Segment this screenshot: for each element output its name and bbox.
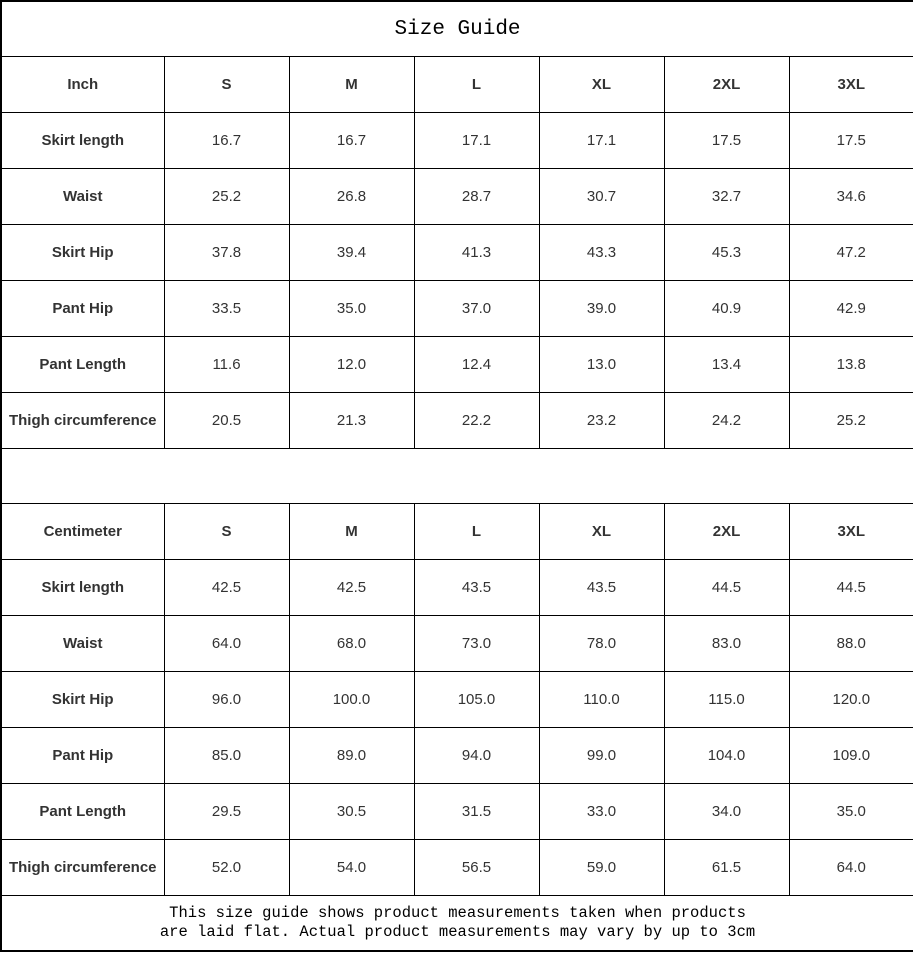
spacer-section bbox=[1, 449, 913, 504]
measurement-value: 17.5 bbox=[664, 113, 789, 169]
measurement-value: 13.8 bbox=[789, 337, 913, 393]
size-column-header-xl: XL bbox=[539, 504, 664, 560]
measurement-row-label: Thigh circumference bbox=[1, 393, 164, 449]
size-column-header-2xl: 2XL bbox=[664, 504, 789, 560]
inch-table-section bbox=[1, 57, 913, 113]
measurement-value: 59.0 bbox=[539, 840, 664, 896]
measurement-row-label: Waist bbox=[1, 616, 164, 672]
measurement-row-label: Skirt Hip bbox=[1, 225, 164, 281]
measurement-value: 89.0 bbox=[289, 728, 414, 784]
measurement-value: 31.5 bbox=[414, 784, 539, 840]
measurement-value: 85.0 bbox=[164, 728, 289, 784]
size-column-header-l: L bbox=[414, 504, 539, 560]
size-column-header-2xl: 2XL bbox=[664, 57, 789, 113]
measurement-value: 12.4 bbox=[414, 337, 539, 393]
measurement-row bbox=[1, 393, 913, 449]
measurement-value: 37.0 bbox=[414, 281, 539, 337]
measurement-value: 41.3 bbox=[414, 225, 539, 281]
measurement-value: 34.6 bbox=[789, 169, 913, 225]
measurement-value: 44.5 bbox=[664, 560, 789, 616]
size-column-header-m: M bbox=[289, 504, 414, 560]
measurement-value: 42.9 bbox=[789, 281, 913, 337]
measurement-value: 28.7 bbox=[414, 169, 539, 225]
measurement-value: 52.0 bbox=[164, 840, 289, 896]
size-column-header-3xl: 3XL bbox=[789, 504, 913, 560]
size-column-header-l: L bbox=[414, 57, 539, 113]
inch-header-row bbox=[1, 57, 913, 113]
measurement-value: 47.2 bbox=[789, 225, 913, 281]
measurement-value: 12.0 bbox=[289, 337, 414, 393]
measurement-value: 64.0 bbox=[789, 840, 913, 896]
footer-note-line-1: This size guide shows product measurements taken when products bbox=[169, 904, 746, 922]
measurement-row bbox=[1, 728, 913, 784]
measurement-value: 16.7 bbox=[164, 113, 289, 169]
measurement-value: 120.0 bbox=[789, 672, 913, 728]
measurement-value: 88.0 bbox=[789, 616, 913, 672]
measurement-value: 17.1 bbox=[414, 113, 539, 169]
size-column-header-xl: XL bbox=[539, 57, 664, 113]
measurement-row-label: Pant Length bbox=[1, 337, 164, 393]
measurement-row-label: Skirt Hip bbox=[1, 672, 164, 728]
measurement-value: 22.2 bbox=[414, 393, 539, 449]
measurement-value: 24.2 bbox=[664, 393, 789, 449]
measurement-value: 17.5 bbox=[789, 113, 913, 169]
measurement-row bbox=[1, 225, 913, 281]
measurement-value: 20.5 bbox=[164, 393, 289, 449]
measurement-row bbox=[1, 113, 913, 169]
measurement-row bbox=[1, 672, 913, 728]
measurement-value: 30.5 bbox=[289, 784, 414, 840]
measurement-value: 68.0 bbox=[289, 616, 414, 672]
measurement-value: 43.5 bbox=[539, 560, 664, 616]
measurement-value: 109.0 bbox=[789, 728, 913, 784]
measurement-value: 13.4 bbox=[664, 337, 789, 393]
measurement-value: 42.5 bbox=[164, 560, 289, 616]
measurement-value: 44.5 bbox=[789, 560, 913, 616]
measurement-row bbox=[1, 169, 913, 225]
measurement-value: 105.0 bbox=[414, 672, 539, 728]
measurement-value: 115.0 bbox=[664, 672, 789, 728]
footer-note-line-2: are laid flat. Actual product measurements may vary by up to 3cm bbox=[159, 923, 756, 941]
measurement-value: 78.0 bbox=[539, 616, 664, 672]
centimeter-table-section bbox=[1, 504, 913, 560]
measurement-row-label: Skirt length bbox=[1, 560, 164, 616]
measurement-value: 94.0 bbox=[414, 728, 539, 784]
measurement-value: 37.8 bbox=[164, 225, 289, 281]
measurement-row bbox=[1, 840, 913, 896]
measurement-value: 25.2 bbox=[164, 169, 289, 225]
title-row bbox=[1, 1, 913, 57]
measurement-value: 43.5 bbox=[414, 560, 539, 616]
measurement-value: 26.8 bbox=[289, 169, 414, 225]
measurement-value: 17.1 bbox=[539, 113, 664, 169]
measurement-value: 56.5 bbox=[414, 840, 539, 896]
measurement-row-label: Pant Length bbox=[1, 784, 164, 840]
measurement-value: 39.0 bbox=[539, 281, 664, 337]
measurement-row bbox=[1, 337, 913, 393]
measurement-value: 100.0 bbox=[289, 672, 414, 728]
inch-table-body bbox=[1, 113, 913, 449]
size-column-header-s: S bbox=[164, 57, 289, 113]
footer-section bbox=[1, 896, 913, 952]
table-spacer-row bbox=[1, 449, 913, 504]
measurement-value: 23.2 bbox=[539, 393, 664, 449]
unit-header-inch: Inch bbox=[1, 57, 164, 113]
measurement-value: 110.0 bbox=[539, 672, 664, 728]
measurement-value: 35.0 bbox=[289, 281, 414, 337]
measurement-value: 99.0 bbox=[539, 728, 664, 784]
measurement-value: 39.4 bbox=[289, 225, 414, 281]
size-column-header-m: M bbox=[289, 57, 414, 113]
measurement-row bbox=[1, 281, 913, 337]
measurement-value: 30.7 bbox=[539, 169, 664, 225]
measurement-value: 104.0 bbox=[664, 728, 789, 784]
unit-header-centimeter: Centimeter bbox=[1, 504, 164, 560]
measurement-value: 32.7 bbox=[664, 169, 789, 225]
measurement-value: 13.0 bbox=[539, 337, 664, 393]
measurement-value: 33.5 bbox=[164, 281, 289, 337]
measurement-value: 64.0 bbox=[164, 616, 289, 672]
measurement-value: 45.3 bbox=[664, 225, 789, 281]
measurement-row-label: Waist bbox=[1, 169, 164, 225]
page-title: Size Guide bbox=[1, 1, 913, 57]
measurement-value: 83.0 bbox=[664, 616, 789, 672]
measurement-row-label: Skirt length bbox=[1, 113, 164, 169]
measurement-value: 11.6 bbox=[164, 337, 289, 393]
table-spacer bbox=[1, 449, 913, 504]
footer-note bbox=[1, 896, 913, 952]
measurement-value: 33.0 bbox=[539, 784, 664, 840]
size-column-header-3xl: 3XL bbox=[789, 57, 913, 113]
measurement-value: 73.0 bbox=[414, 616, 539, 672]
measurement-value: 29.5 bbox=[164, 784, 289, 840]
measurement-value: 61.5 bbox=[664, 840, 789, 896]
size-column-header-s: S bbox=[164, 504, 289, 560]
measurement-value: 16.7 bbox=[289, 113, 414, 169]
footer-row bbox=[1, 896, 913, 952]
measurement-value: 40.9 bbox=[664, 281, 789, 337]
measurement-value: 35.0 bbox=[789, 784, 913, 840]
measurement-value: 42.5 bbox=[289, 560, 414, 616]
measurement-value: 34.0 bbox=[664, 784, 789, 840]
measurement-value: 43.3 bbox=[539, 225, 664, 281]
measurement-row bbox=[1, 616, 913, 672]
measurement-row bbox=[1, 560, 913, 616]
centimeter-table-body bbox=[1, 560, 913, 896]
measurement-row bbox=[1, 784, 913, 840]
measurement-row-label: Thigh circumference bbox=[1, 840, 164, 896]
measurement-value: 54.0 bbox=[289, 840, 414, 896]
measurement-row-label: Pant Hip bbox=[1, 728, 164, 784]
measurement-value: 21.3 bbox=[289, 393, 414, 449]
measurement-value: 96.0 bbox=[164, 672, 289, 728]
centimeter-header-row bbox=[1, 504, 913, 560]
title-section bbox=[1, 1, 913, 57]
measurement-row-label: Pant Hip bbox=[1, 281, 164, 337]
measurement-value: 25.2 bbox=[789, 393, 913, 449]
